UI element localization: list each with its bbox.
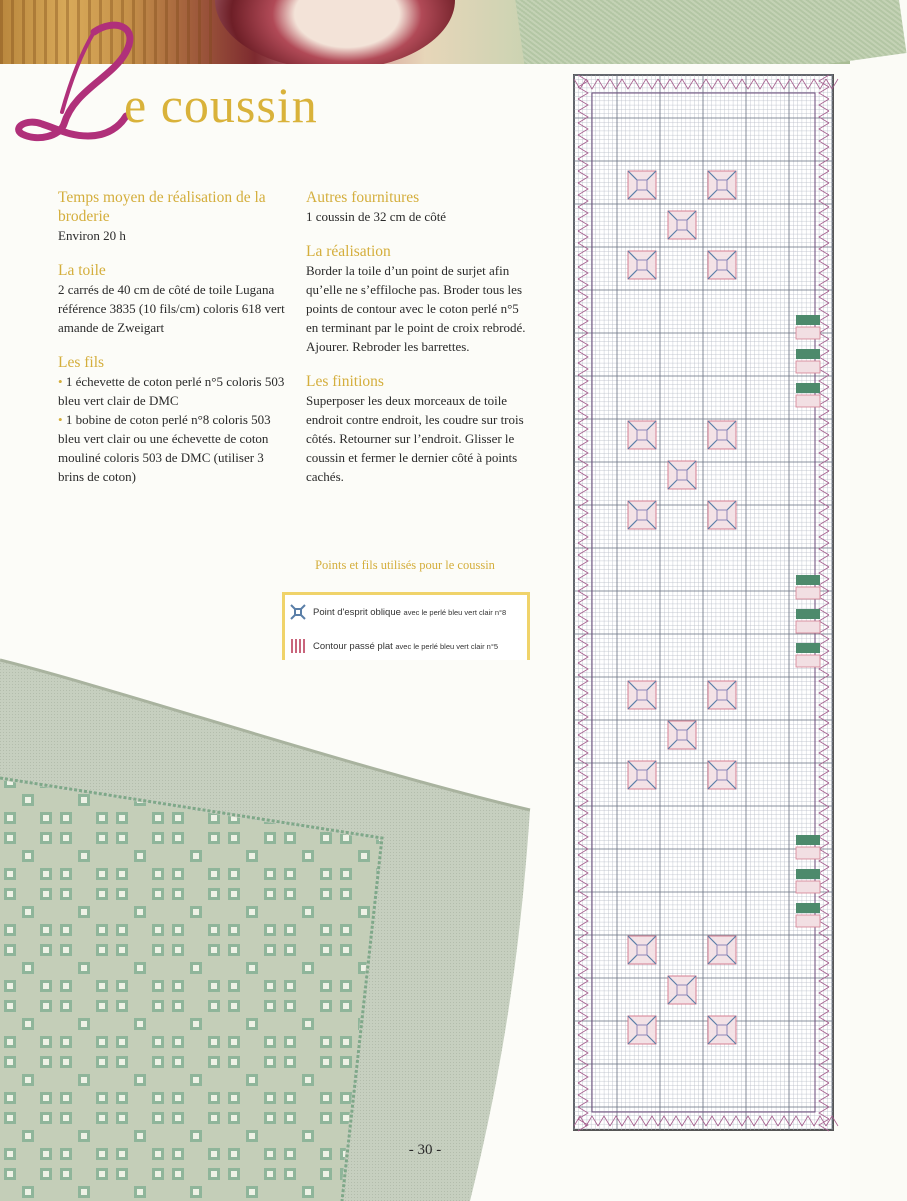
bullet-icon: • [58,412,63,427]
supplies-text: 1 coussin de 32 cm de côté [306,209,447,224]
satin-contour-icon [289,637,307,655]
threads-heading: Les fils [58,354,105,371]
fabric-text: 2 carrés de 40 cm de côté de toile Lugana référence 3835 (10 fils/cm) coloris 618 vert amande de Zweigart [58,282,285,335]
making-heading: La réalisation [306,243,391,260]
finish-heading: Les finitions [306,373,384,390]
oblique-esprit-icon [289,603,307,621]
time-heading: Temps moyen de réalisation de la broderie [58,189,266,225]
threads-item-2: 1 bobine de coton perlé n°8 coloris 503 bleu vert clair ou une échevette de coton mouliné coloris 503 de DMC (utiliser 3 brins de coton) [58,412,271,484]
supplies-heading: Autres fournitures [306,189,420,206]
page-number: - 30 - [408,1142,442,1158]
legend-title: Points et fils utilisés pour le coussin [315,558,495,572]
time-value: Environ 20 h [58,228,126,243]
pillow-photo [0,660,540,1201]
embroidery-grid-chart [574,75,833,1130]
title-initial [12,12,142,142]
left-column [58,188,293,486]
bullet-icon: • [58,374,63,389]
right-column [306,188,528,502]
threads-item-1: 1 échevette de coton perlé n°5 coloris 503 bleu vert clair de DMC [58,374,285,408]
legend-item-oblique: Point d'esprit oblique avec le perlé bleu vert clair n°8 [289,603,506,621]
legend-item-contour: Contour passé plat avec le perlé bleu vert clair n°5 [289,637,498,655]
making-text: Border la toile d’un point de surjet afin qu’elle ne s’effiloche pas. Broder tous les points de contour avec le coton perlé n°5 en terminant par le point de croix rebrodé. Ajourer. Rebroder les barrettes. [306,263,526,354]
finish-text: Superposer les deux morceaux de toile endroit contre endroit, les coudre sur trois côtés. Retourner sur l’endroit. Glisser le coussin et fermer le dernier côté à points cachés. [306,393,524,484]
fabric-heading: La toile [58,262,106,279]
page-title: e coussin [124,77,318,133]
